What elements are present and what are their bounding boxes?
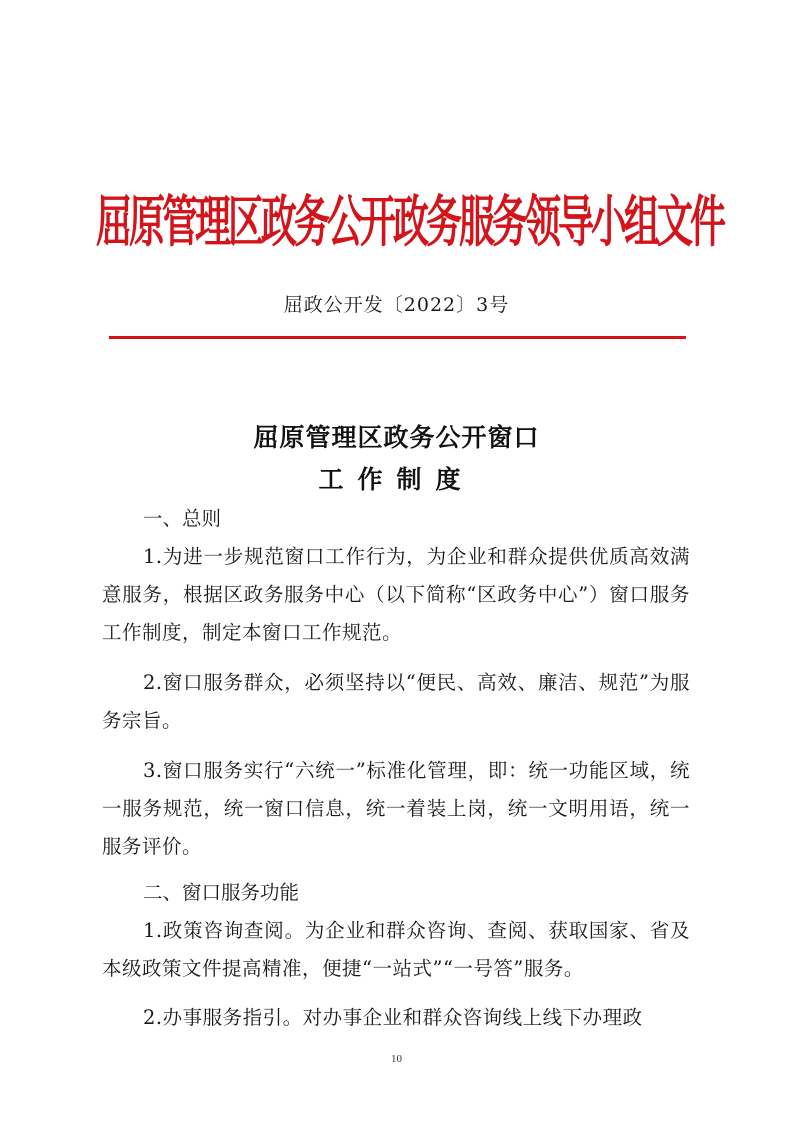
paragraph-2-1: 1.政策咨询查阅。为企业和群众咨询、查阅、获取国家、省及本级政策文件提高精准，便捷“一站式”“一号答”服务。 — [102, 919, 690, 980]
document-number: 屈政公开发〔2022〕3号 — [283, 294, 510, 316]
paragraph-1-3: 3.窗口服务实行“六统一”标准化管理，即：统一功能区域，统一服务规范，统一窗口信息，统一着装上岗，统一文明用语，统一服务评价。 — [102, 759, 690, 858]
page-number: 10 — [391, 1053, 402, 1065]
paragraph-1-1: 1.为进一步规范窗口工作行为，为企业和群众提供优质高效满意服务，根据区政务服务中心（以下简称“区政务中心”）窗口服务工作制度，制定本窗口工作规范。 — [102, 545, 690, 644]
paragraph-2-2: 2.办事服务指引。对办事企业和群众咨询线上线下办理政 — [143, 1006, 643, 1029]
section-heading-general: 一、总则 — [143, 507, 222, 530]
red-header-title: 屈原管理区政务公开政务服务领导小组文件 — [96, 191, 724, 255]
red-divider-line — [109, 336, 686, 339]
document-title-line-2: 工作制度 — [318, 465, 475, 494]
document-title-line-1: 屈原管理区政务公开窗口 — [253, 423, 540, 452]
paragraph-1-2: 2.窗口服务群众，必须坚持以“便民、高效、廉洁、规范”为服务宗旨。 — [102, 671, 690, 732]
section-heading-window-functions: 二、窗口服务功能 — [143, 881, 300, 904]
